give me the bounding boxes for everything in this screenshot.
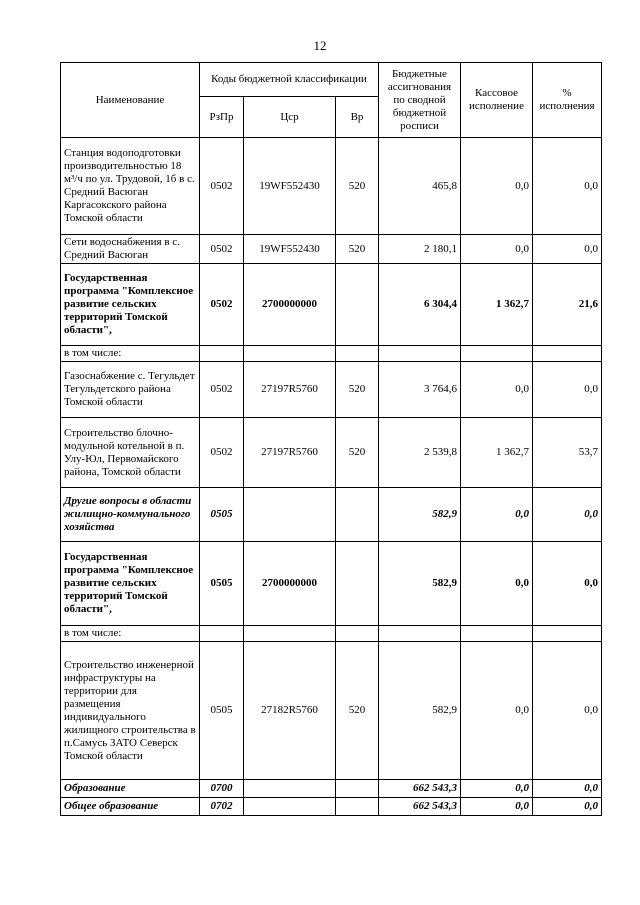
cell-cash: 0,0 (461, 488, 533, 542)
table-row (61, 235, 602, 264)
page-number: 12 (313, 38, 327, 53)
cell-allocation (379, 626, 461, 642)
cell-csr (244, 346, 336, 362)
cell-cash: 0,0 (461, 235, 533, 264)
cell-allocation: 662 543,3 (379, 798, 461, 816)
cell-vr: 520 (336, 418, 379, 488)
table-row (61, 542, 602, 626)
cell-percent: 0,0 (533, 780, 602, 798)
cell-percent: 0,0 (533, 138, 602, 235)
cell-name: Газоснабжение с. Тегульдет Тегульдетского района Томской области (61, 362, 200, 418)
cell-name: Строительство блочно-модульной котельной в п. Улу-Юл, Первомайского района, Томской области (61, 418, 200, 488)
cell-percent (533, 626, 602, 642)
table-row (61, 798, 602, 816)
cell-rzpr: 0502 (200, 264, 244, 346)
table-row (61, 642, 602, 780)
cell-cash: 0,0 (461, 138, 533, 235)
cell-vr (336, 798, 379, 816)
table-row (61, 418, 602, 488)
cell-rzpr: 0505 (200, 642, 244, 780)
cell-rzpr: 0502 (200, 138, 244, 235)
cell-vr (336, 346, 379, 362)
cell-percent: 0,0 (533, 542, 602, 626)
cell-allocation: 2 539,8 (379, 418, 461, 488)
table-row (61, 346, 602, 362)
cell-rzpr: 0505 (200, 542, 244, 626)
table-row (61, 362, 602, 418)
cell-vr (336, 488, 379, 542)
cell-csr: 27197R5760 (244, 418, 336, 488)
cell-allocation: 662 543,3 (379, 780, 461, 798)
cell-csr: 2700000000 (244, 264, 336, 346)
header-percent: % исполнения (533, 63, 602, 138)
cell-allocation: 3 764,6 (379, 362, 461, 418)
cell-vr: 520 (336, 138, 379, 235)
cell-percent: 0,0 (533, 488, 602, 542)
cell-cash: 1 362,7 (461, 264, 533, 346)
cell-name: Станция водоподготовки производительностью 18 м³/ч по ул. Трудовой, 1б в с. Средний Васюган Каргасокского района Томской области (61, 138, 200, 235)
cell-rzpr: 0505 (200, 488, 244, 542)
cell-vr (336, 780, 379, 798)
cell-cash (461, 626, 533, 642)
header-allocations: Бюджетные ассигнования по сводной бюджетной росписи (379, 63, 461, 138)
cell-name: в том числе: (61, 626, 200, 642)
cell-rzpr (200, 626, 244, 642)
cell-csr (244, 626, 336, 642)
table-row (61, 138, 602, 235)
cell-cash: 0,0 (461, 542, 533, 626)
table-row (61, 626, 602, 642)
cell-percent: 0,0 (533, 642, 602, 780)
cell-name: Государственная программа "Комплексное развитие сельских территорий Томской области", (61, 264, 200, 346)
cell-cash (461, 346, 533, 362)
table-row (61, 780, 602, 798)
cell-cash: 0,0 (461, 642, 533, 780)
cell-vr: 520 (336, 642, 379, 780)
header-codes: Коды бюджетной классификации (200, 63, 379, 97)
table-row (61, 488, 602, 542)
table-header (61, 63, 602, 138)
cell-csr (244, 798, 336, 816)
cell-vr: 520 (336, 235, 379, 264)
header-rzpr: РзПр (200, 97, 244, 138)
cell-csr: 27197R5760 (244, 362, 336, 418)
cell-name: Другие вопросы в области жилищно-коммунального хозяйства (61, 488, 200, 542)
cell-percent: 0,0 (533, 798, 602, 816)
table-body (61, 138, 602, 816)
cell-name: Общее образование (61, 798, 200, 816)
cell-csr: 2700000000 (244, 542, 336, 626)
cell-csr (244, 780, 336, 798)
cell-name: в том числе: (61, 346, 200, 362)
cell-vr (336, 542, 379, 626)
cell-csr: 19WF552430 (244, 138, 336, 235)
cell-percent: 53,7 (533, 418, 602, 488)
header-cash: Кассовое исполнение (461, 63, 533, 138)
cell-percent: 0,0 (533, 235, 602, 264)
cell-vr: 520 (336, 362, 379, 418)
cell-allocation: 6 304,4 (379, 264, 461, 346)
cell-cash: 1 362,7 (461, 418, 533, 488)
cell-name: Государственная программа "Комплексное развитие сельских территорий Томской области", (61, 542, 200, 626)
cell-rzpr: 0702 (200, 798, 244, 816)
cell-allocation: 2 180,1 (379, 235, 461, 264)
cell-name: Образование (61, 780, 200, 798)
cell-allocation: 582,9 (379, 642, 461, 780)
cell-csr: 27182R5760 (244, 642, 336, 780)
cell-rzpr: 0502 (200, 418, 244, 488)
cell-allocation (379, 346, 461, 362)
cell-vr (336, 626, 379, 642)
cell-rzpr: 0502 (200, 235, 244, 264)
cell-rzpr (200, 346, 244, 362)
cell-allocation: 582,9 (379, 542, 461, 626)
cell-name: Сети водоснабжения в с. Средний Васюган (61, 235, 200, 264)
cell-cash: 0,0 (461, 780, 533, 798)
cell-csr (244, 488, 336, 542)
cell-cash: 0,0 (461, 798, 533, 816)
cell-csr: 19WF552430 (244, 235, 336, 264)
header-name: Наименование (61, 63, 200, 138)
cell-percent: 21,6 (533, 264, 602, 346)
cell-allocation: 582,9 (379, 488, 461, 542)
table-row (61, 264, 602, 346)
cell-allocation: 465,8 (379, 138, 461, 235)
cell-percent (533, 346, 602, 362)
cell-rzpr: 0502 (200, 362, 244, 418)
cell-percent: 0,0 (533, 362, 602, 418)
cell-name: Строительство инженерной инфраструктуры на территории для размещения индивидуального жилищного строительства в п.Самусь ЗАТО Северск Томской области (61, 642, 200, 780)
cell-rzpr: 0700 (200, 780, 244, 798)
header-vr: Вр (336, 97, 379, 138)
budget-table (60, 62, 602, 816)
cell-vr (336, 264, 379, 346)
cell-cash: 0,0 (461, 362, 533, 418)
header-csr: Цср (244, 97, 336, 138)
